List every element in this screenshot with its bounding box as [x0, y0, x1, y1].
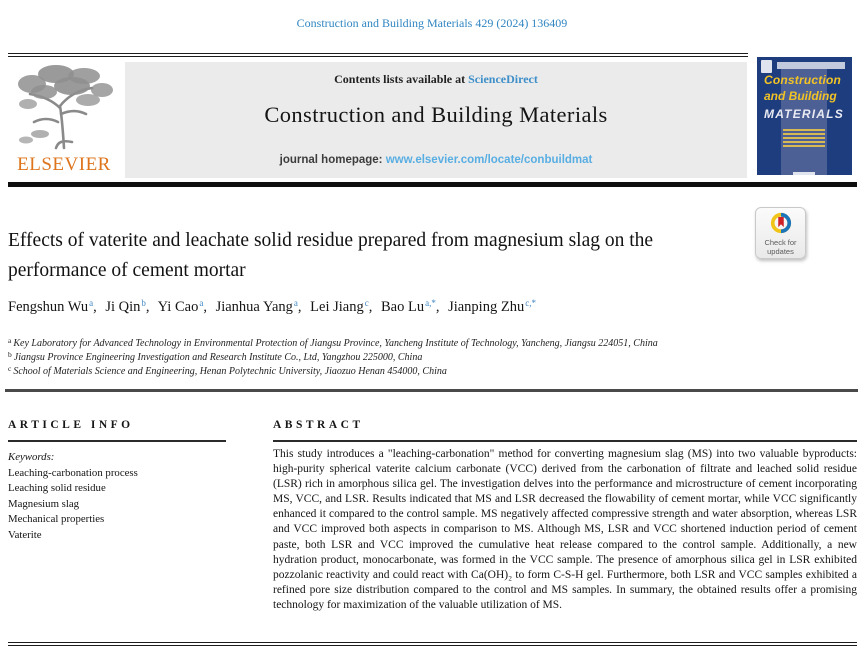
section-divider-rule [5, 389, 858, 392]
author-affil-sup: a [293, 298, 298, 308]
abstract-text: This study introduces a "leaching-carbonation" method for converting magnesium slag (MS) into two valuable byproducts: high-purity spherical vaterite calcium carbonate (VCC) derived from the carbonation of filtrate and leached solid residue (LSR) rich in amorphous silica gel. The investigation delves into the performance and microstructure of cement incorporating MS, VCC, and LSR. Results indicated that MS and LSR decreased the flowability of cement mortar, while VCC significantly enhanced it compared to the control sample. MS negatively affected compressive strength and water absorption, whereas LSR and VCC improved both aspects in comparison to MS. Although MS, LSR and VCC shortened induction period of cement paste, both LSR and VCC improved the cumulative heat release compared to the control sample. Additionally, a new hydration product, monocarbonate, was formed in the VCC sample. The presence of amorphous silica gel in LSR exhibited pozzolanic reactivity and could react with Ca(OH)₂ to form C-S-H gel. Furthermore, both LSR and VCC samples exhibited a refined pore size distribution compared to the control and MS samples. In summary, the obtained results offer a promising technology for maximization of the valuable utilization of MS. [273, 448, 857, 611]
author: Jianping Zhu$^{c,*}$ [448, 298, 536, 315]
author-affil-sup: a,* [425, 298, 436, 308]
homepage-line [125, 154, 747, 166]
article-title: Effects of vaterite and leachate solid residue prepared from magnesium slag on the performance of cement mortar [8, 230, 654, 281]
contents-list-line [125, 72, 747, 87]
author: Ji Qin$^b$, [105, 298, 150, 315]
author-affil-sup: a [89, 298, 94, 308]
keyword-item: Leaching-carbonation process [8, 466, 138, 479]
affiliation: $^c$ School of Materials Science and Engineering, Henan Polytechnic University, Jiaozuo Henan 454000, China [8, 364, 447, 377]
journal-header-banner [125, 62, 747, 178]
author-affil-sup: a [199, 298, 204, 308]
author-affil-sup: c [364, 298, 369, 308]
keyword-item: Mechanical properties [8, 513, 105, 525]
abstract-heading: ABSTRACT [273, 419, 364, 431]
cover-footer-mark [793, 172, 815, 175]
header-bottom-rule [8, 182, 857, 187]
cover-publisher-mark [761, 60, 772, 73]
keyword-item: Vaterite [8, 528, 42, 541]
homepage-label: journal homepage: [279, 154, 386, 166]
author: Yi Cao$^a$, [157, 298, 207, 315]
sciencedirect-link[interactable]: ScienceDirect [468, 72, 538, 86]
check-for-updates-badge[interactable] [755, 207, 806, 259]
affiliation: $^a$ Key Laboratory for Advanced Technology in Environmental Protection of Jiangsu Province, Yancheng Institute of Technology, Yancheng, Jiangsu 224051, China [8, 336, 658, 349]
elsevier-wordmark: ELSEVIER [17, 154, 111, 175]
crossmark-icon [756, 212, 805, 239]
author: Jianhua Yang$^a$, [215, 298, 302, 315]
affiliation: $^b$ Jiangsu Province Engineering Investigation and Research Institute Co., Ltd, Yangzhou 225000, China [8, 350, 423, 363]
keyword-item: Leaching solid residue [8, 482, 106, 494]
author-list [8, 299, 808, 316]
contents-prefix: Contents lists available at [334, 72, 469, 86]
journal-cover-thumbnail[interactable] [757, 57, 852, 175]
author: Lei Jiang$^c$, [310, 298, 373, 315]
author: Bao $Lu^{a,*}$, [380, 298, 440, 315]
cover-title-line2: and Building [764, 89, 837, 103]
keywords-label: Keywords: [8, 451, 55, 463]
journal-citation-link[interactable]: Construction and Building Materials 429 (2024) 136409 [296, 16, 568, 30]
keywords-block [8, 450, 258, 543]
header-top-rule [8, 53, 748, 57]
journal-title: Construction and Building Materials [264, 102, 608, 127]
elsevier-logo[interactable] [8, 62, 120, 178]
author: Fengshun Wu$^a$, [8, 298, 97, 315]
keyword-item: Magnesium slag [8, 497, 80, 510]
author-affil-sup: b [141, 298, 146, 308]
article-info-heading: ARTICLE INFO [8, 419, 134, 431]
author-affil-sup: c,* [525, 298, 536, 308]
badge-label: Check for updates [764, 238, 797, 256]
cover-top-bar [777, 62, 845, 69]
affiliation-list [8, 337, 808, 379]
cover-title-line3: MATERIALS [764, 107, 844, 121]
cover-small-text [783, 129, 825, 149]
article-info-rule [8, 440, 226, 442]
homepage-url-link[interactable]: www.elsevier.com/locate/conbuildmat [385, 154, 593, 166]
cover-title-line1: Construction [764, 73, 842, 87]
page-bottom-rule [8, 642, 857, 646]
abstract-rule [273, 440, 857, 442]
